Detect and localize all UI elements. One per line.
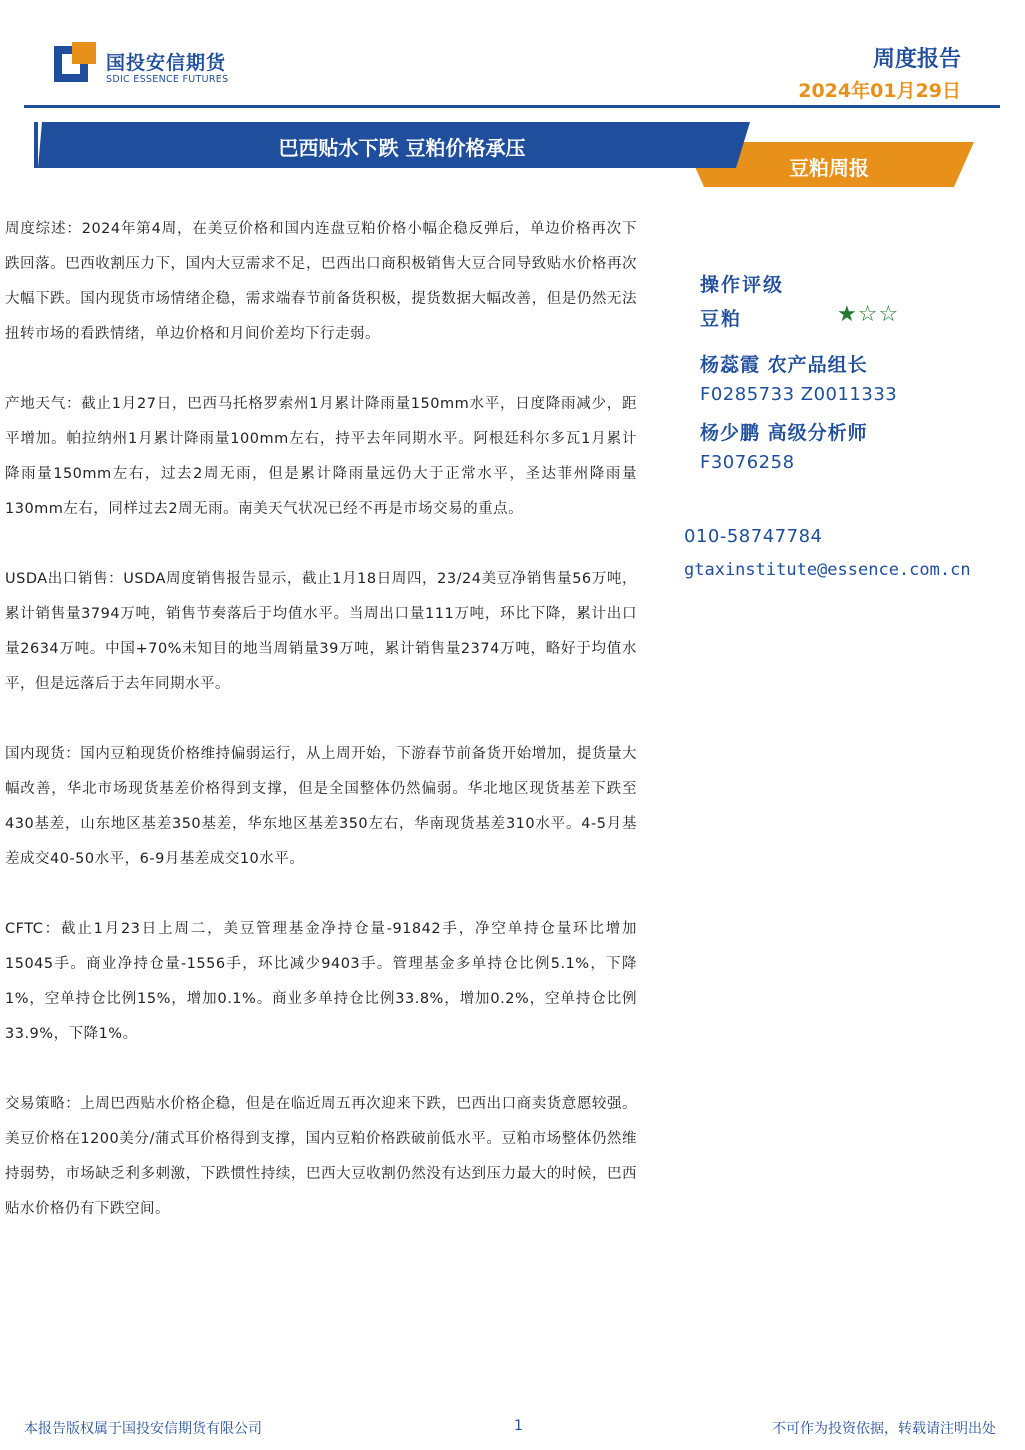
- rating-row: [700, 304, 1020, 350]
- rating-stars-icon: ★☆☆: [837, 302, 900, 327]
- contact-phone: 010-58747784: [684, 526, 823, 547]
- paragraph-cftc: CFTC：截止1月23日上周二，美豆管理基金净持仓量-91842手，净空单持仓量环比增加15045手。商业净持仓量-1556手，环比减少9403手。管理基金多单持仓比例5.1%，下降1%，空单持仓比例15%，增加0.1%。商业多单持仓比例33.8%，增加0.2%，空单持仓比例33.9%，下降1%。: [5, 921, 637, 1042]
- logo-english-name: SDIC ESSENCE FUTURES: [106, 74, 229, 85]
- report-date: 2024年01月29日: [798, 80, 961, 102]
- paragraph-usda-export-sales: USDA出口销售：USDA周度销售报告显示，截止1月18日周四，23/24美豆净销售量56万吨，累计销售量3794万吨，销售节奏落后于均值水平。当周出口量111万吨，环比下降，累计出口量2634万吨。中国+70%未知目的地当周销量39万吨，累计销售量2374万吨，略好于均值水平，但是远落后于去年同期水平。: [5, 571, 637, 692]
- report-type: 周度报告: [872, 47, 961, 72]
- paragraph-weekly-summary: 周度综述：2024年第4周，在美豆价格和国内连盘豆粕价格小幅企稳反弹后，单边价格再次下跌回落。巴西收割压力下，国内大豆需求不足，巴西出口商积极销售大豆合同导致贴水价格再次大幅下跌。国内现货市场情绪企稳，需求端春节前备货积极，提货数据大幅改善，但是仍然无法扭转市场的看跌情绪，单边价格和月间价差均下行走弱。: [5, 221, 637, 342]
- rating-commodity: 豆粕: [700, 308, 743, 330]
- page-footer: [24, 1418, 1000, 1440]
- header-divider: [24, 105, 1000, 108]
- footer-copyright: 本报告版权属于国投安信期货有限公司: [24, 1421, 262, 1437]
- contact-email-link[interactable]: gtaxinstitute@essence.com.cn: [684, 560, 971, 580]
- contact-info: [684, 526, 971, 580]
- analyst-name: 杨少鹏 高级分析师: [700, 422, 868, 444]
- report-category-tag: 豆粕周报: [789, 156, 869, 180]
- footer-disclaimer: 不可作为投资依据，转载请注明出处: [772, 1421, 996, 1437]
- analyst-name: 杨蕊霞 农产品组长: [700, 354, 868, 376]
- logo-mark-icon: [54, 42, 98, 86]
- paragraph-trading-strategy: 交易策略：上周巴西贴水价格企稳，但是在临近周五再次迎来下跌，巴西出口商卖货意愿较强。美豆价格在1200美分/蒲式耳价格得到支撑，国内豆粕价格跌破前低水平。豆粕市场整体仍然维持弱势，市场缺乏利多刺激，下跌惯性持续，巴西大豆收割仍然没有达到压力最大的时候，巴西贴水价格仍有下跌空间。: [5, 1096, 637, 1217]
- sidebar: [700, 270, 1020, 486]
- report-title: 巴西贴水下跌 豆粕价格承压: [278, 136, 526, 160]
- rating-title: 操作评级: [700, 274, 785, 296]
- analyst-license-id: F3076258: [700, 452, 795, 473]
- page-number: 1: [514, 1418, 523, 1434]
- analyst-license-id: F0285733 Z0011333: [700, 384, 898, 405]
- logo-chinese-name: 国投安信期货: [106, 52, 227, 74]
- paragraph-domestic-spot: 国内现货：国内豆粕现货价格维持偏弱运行，从上周开始，下游春节前备货开始增加，提货量大幅改善，华北市场现货基差价格得到支撑，但是全国整体仍然偏弱。华北地区现货基差下跌至430基差，山东地区基差350基差，华东地区基差350左右，华南现货基差310水平。4-5月基差成交40-50水平，6-9月基差成交10水平。: [5, 746, 637, 867]
- company-logo: [54, 42, 234, 90]
- report-body: [5, 212, 637, 1262]
- paragraph-origin-weather: 产地天气：截止1月27日，巴西马托格罗索州1月累计降雨量150mm水平，日度降雨减少，距平增加。帕拉纳州1月累计降雨量100mm左右，持平去年同期水平。阿根廷科尔多瓦1月累计降雨量150mm左右，过去2周无雨，但是累计降雨量远仍大于正常水平，圣达菲州降雨量130mm左右，同样过去2周无雨。南美天气状况已经不再是市场交易的重点。: [5, 396, 637, 517]
- title-banner: [24, 112, 1004, 192]
